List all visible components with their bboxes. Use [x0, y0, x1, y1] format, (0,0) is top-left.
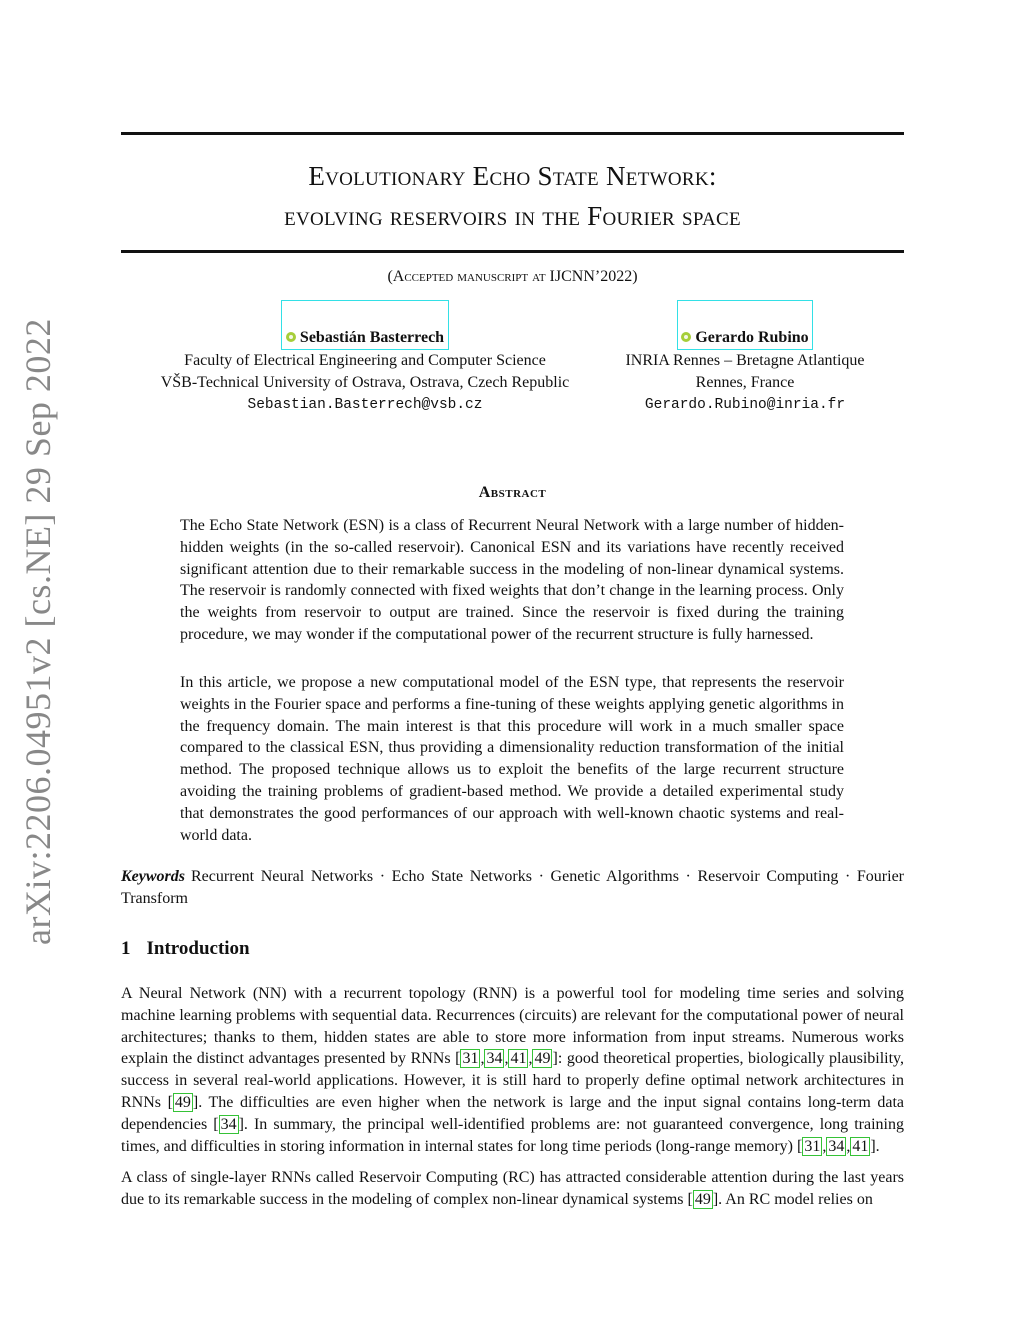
section-title: Introduction [146, 938, 250, 959]
citation-link[interactable]: 34 [828, 1137, 845, 1155]
author-affiliation: VŠB-Technical University of Ostrava, Ostrava, Czech Republic [160, 374, 570, 391]
abstract-paragraph-1 [180, 515, 844, 646]
citation-link[interactable]: 41 [510, 1050, 527, 1068]
citation-link[interactable]: 34 [220, 1115, 237, 1133]
title-rule-bottom [121, 250, 904, 253]
intro-paragraph-2 [121, 1167, 904, 1211]
abstract-heading: Abstract [478, 484, 547, 501]
accepted-note: (Accepted manuscript at IJCNN’2022) [387, 268, 638, 285]
abstract-text: In this article, we propose a new computational model of the ESN type, that represents the reservoir weights in the Fourier space and performs a fine-tuning of these weights applying genetic algorithms in the frequency domain. The main interest is that this procedure will work in a much smaller space compared to the classical ESN, thus providing a dimensionality reduction transformation of the initial method. The proposed technique allows us to exploit the benefits of the large recurrent structure avoiding the training problems of gradient-based method. We provide a detailed experimental study that demonstrates the good performances of our approach with well-known chaotic systems and real-world data. [180, 674, 844, 844]
text-run: A class of single-layer RNNs called Reservoir Computing (RC) has attracted considerable attention during the last years due to its remarkable success in the modeling of complex non-linear dynamical systems [ [121, 1169, 904, 1208]
citation-link[interactable]: 49 [534, 1050, 551, 1068]
citation-link[interactable]: 31 [462, 1050, 479, 1068]
author-affiliation: Faculty of Electrical Engineering and Computer Science [184, 352, 546, 369]
keywords-label: Keywords [121, 868, 185, 885]
paragraph-text: A Neural Network (NN) with a recurrent topology (RNN) is a powerful tool for modeling time series and solving machine learning problems with sequential data. Recurrences (circuits) are relevant for the computational power of neural architectures; thanks to them, hidden states are able to store more information from input streams. Numerous works explain the distinct advantages presented by RNNs [ 31 , 34 , 41 , 49 ]: good theoretical properties, biologically plausibility, success in several real-world applications. However, it is still hard to properly define optimal network architectures in RNNs [ 49 ]. The difficulties are even higher when the network is large and the input signal contains long-term data dependencies [ 34 ]. In summary, the principal well-identified problems are: not guaranteed convergence, long training times, and difficulties in storing information in internal states for long time periods (long-range memory) [ 31 , 34 , 41 ]. [121, 985, 905, 1155]
author-affiliation: INRIA Rennes – Bretagne Atlantique [625, 352, 865, 369]
orcid-icon[interactable] [286, 332, 296, 342]
author-affiliation: Rennes, France [695, 374, 795, 391]
keywords-text: Recurrent Neural Networks · Echo State Networks · Genetic Algorithms · Reservoir Computing · Fourier Transform [121, 868, 904, 907]
arxiv-identifier: arXiv:2206.04951v2 [cs.NE] 29 Sep 2022 [18, 318, 58, 945]
citation-link[interactable]: 34 [486, 1050, 503, 1068]
author-name: Sebastián Basterrech [299, 329, 445, 346]
citation-link[interactable]: 31 [804, 1137, 821, 1155]
abstract-paragraph-2 [180, 672, 844, 846]
author-block-2 [600, 300, 890, 416]
text-run: ]. In summary, the principal well-identified problems are: not guaranteed convergence, long training times, and difficulties in storing information in internal states for long time periods (long-range memory) [ [121, 1115, 904, 1155]
keywords [121, 866, 904, 910]
author-email: Gerardo.Rubino@inria.fr [644, 397, 846, 413]
author-block-1 [150, 300, 580, 416]
citation-link[interactable]: 49 [174, 1093, 191, 1111]
author-name: Gerardo Rubino [695, 329, 809, 346]
section-heading-introduction [121, 938, 250, 960]
paper-title-line2: evolving reservoirs in the Fourier space [284, 201, 741, 231]
text-run: ]: good theoretical properties, biologically plausibility, success in several real-world applications. However, it is still hard to properly define optimal network architectures in RNNs [ [121, 1050, 905, 1111]
text-run: A Neural Network (NN) with a recurrent topology (RNN) is a powerful tool for modeling time series and solving machine learning problems with sequential data. Recurrences (circuits) are relevant for the computational power of neural architectures; thanks to them, hidden states are able to store more information from input streams. Numerous works explain the distinct advantages presented by RNNs [ [121, 985, 904, 1068]
author-link-1[interactable] [281, 300, 449, 350]
text-run: ]. An RC model relies on [712, 1190, 873, 1208]
author-email: Sebastian.Basterrech@vsb.cz [247, 397, 483, 413]
paragraph-text [121, 1167, 904, 1211]
citation-link[interactable]: 41 [852, 1137, 869, 1155]
orcid-icon[interactable] [681, 332, 691, 342]
intro-paragraph-1 [121, 983, 904, 1157]
text-run: ]. The difficulties are even higher when the network is large and the input signal contains long-term data dependencies [ [121, 1093, 905, 1133]
author-link-2[interactable] [677, 300, 813, 350]
abstract-text: The Echo State Network (ESN) is a class of Recurrent Neural Network with a large number of hidden-hidden weights (in the so-called reservoir). Canonical ESN and its variations have recently received significant attention due to their remarkable success in the modeling of non-linear dynamical systems. The reservoir is randomly connected with fixed weights that don’t change in the learning process. Only the weights from reservoir to output are trained. Since the reservoir is fixed during the training procedure, we may wonder if the computational power of the recurrent structure is fully harnessed. [180, 517, 844, 643]
paper-title-line1: Evolutionary Echo State Network: [308, 161, 717, 191]
text-run: ]. [870, 1137, 880, 1155]
section-number: 1 [121, 938, 131, 959]
title-rule-top [121, 132, 904, 135]
citation-link[interactable]: 49 [694, 1190, 711, 1208]
